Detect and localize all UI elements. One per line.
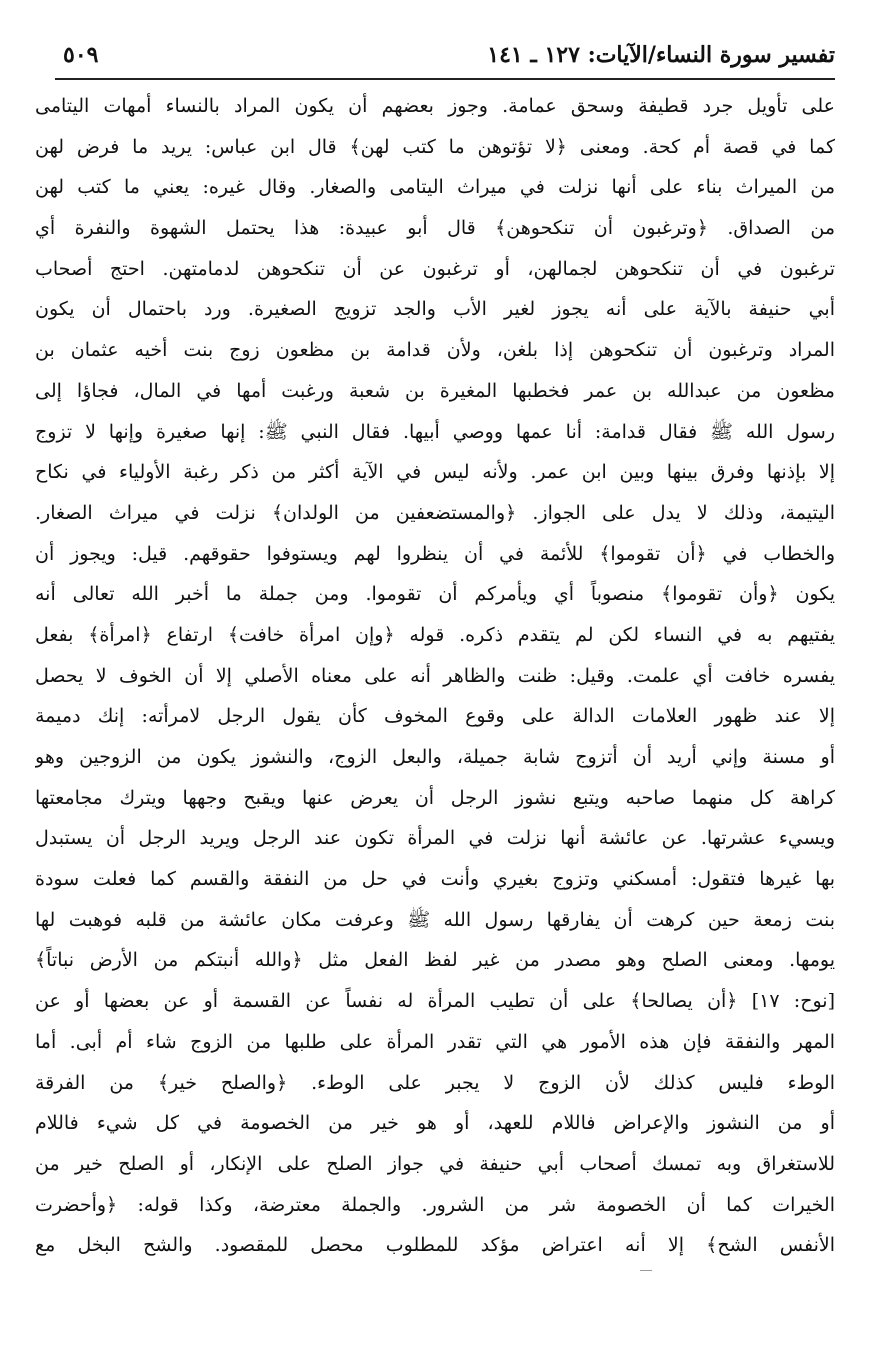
text-line: بها غيرها فتقول: أمسكني وتزوج بغيري وأنت في حل من النفقة والقسم كما فعلت سودة (35, 868, 835, 891)
text-line: رسول الله ﷺ فقال قدامة: أنا عمها ووصي أبيها. فقال النبي ﷺ: إنها صغيرة وإنها لا تزوج (35, 420, 835, 443)
header-rule (55, 78, 835, 80)
text-line: من الصداق. ﴿وترغبون أن تنكحوهن﴾ قال أبو عبيدة: هذا يحتمل الشهوة والنفرة أي (35, 217, 835, 240)
text-line: المهر والنفقة فإن هذه الأمور هي التي تقدر المرأة على طلبها من الزوج شاء أم أبى. أما (35, 1030, 835, 1053)
text-line: الخيرات كما أن الخصومة شر من الشرور. والجملة معترضة، وكذا قوله: ﴿وأحضرت (35, 1193, 835, 1216)
running-title: تفسير سورة النساء/الآيات: ١٢٧ ـ ١٤١ (487, 42, 835, 68)
text-line: كراهة كل منهما صاحبه ويتبع نشوز الرجل أن يعرض عنها ويقبح وجهها ويترك مجامعتها (35, 786, 835, 809)
text-line: الوطء فليس كذلك لأن الزوج لا يجبر على الوطء. ﴿والصلح خير﴾ من الفرقة (35, 1071, 835, 1094)
text-line: المراد وترغبون أن تنكحوهن إذا بلغن، ولأن قدامة بن مظعون زوج بنت أخيه عثمان بن (35, 339, 835, 362)
text-line: للاستغراق وبه تمسك أصحاب أبي حنيفة في جواز الصلح على الإنكار، أو الصلح خير من (35, 1152, 835, 1175)
page-number: ٥٠٩ (63, 42, 99, 68)
text-line: [نوح: ١٧] ﴿أن يصالحا﴾ على أن تطيب المرأة له نفساً عن القسمة أو عن بعضها أو عن (35, 990, 835, 1013)
text-line: أبي حنيفة بالآية على أنه يجوز لغير الأب والجد تزويج الصغيرة. ورد باحتمال أن يكون (35, 298, 835, 321)
text-line: إلا عند ظهور العلامات الدالة على وقوع المخوف كأن يقول الرجل لامرأته: إنك دميمة (35, 705, 835, 728)
text-line: كما في قصة أم كحة. ومعنى ﴿لا تؤتوهن ما كتب لهن﴾ قال ابن عباس: يريد ما فرض لهن (35, 135, 835, 158)
text-line: إلا بإذنها وفرق بينها وبين ابن عمر. ولأنه ليس في الآية أكثر من ذكر رغبة الأولياء في نكاح (35, 461, 835, 484)
scan-mark (640, 1270, 652, 1271)
text-line: يفتيهم به في النساء لكن لم يتقدم ذكره. قوله ﴿وإن امرأة خافت﴾ ارتفاع ﴿امرأة﴾ بفعل (35, 623, 835, 646)
text-line: على تأويل جرد قطيفة وسحق عمامة. وجوز بعضهم أن يكون المراد بالنساء أمهات اليتامى (35, 95, 835, 117)
text-line: يومها. ومعنى الصلح وهو مصدر من غير لفظ الفعل مثل ﴿والله أنبتكم من الأرض نباتاً﴾ (35, 949, 835, 972)
text-line: الأنفس الشح﴾ إلا أنه اعتراض مؤكد للمطلوب محصل للمقصود. والشح البخل مع (35, 1234, 835, 1257)
text-line: اليتيمة، وذلك لا يدل على الجواز. ﴿والمستضعفين من الولدان﴾ نزلت في ميراث الصغار. (35, 501, 835, 524)
text-line: من الميراث بناء على أنها نزلت في ميراث اليتامى والصغار. وقال غيره: يعني ما كتب لهن (35, 176, 835, 199)
text-line: أو مسنة وإني أريد أن أتزوج شابة جميلة، والبعل الزوج، والنشوز يكون من الزوجين وهو (35, 746, 835, 768)
text-line: مظعون من عبدالله بن عمر فخطبها المغيرة بن شعبة ورغبت أمها في المال، فجاؤا إلى (35, 379, 835, 402)
text-line: ترغبون في أن تنكحوهن لجمالهن، أو ترغبون عن أن تنكحوهن لدمامتهن. احتج أصحاب (35, 257, 835, 280)
body-text (35, 86, 835, 1266)
text-line: أو من النشوز والإعراض فاللام للعهد، أو هو خير من الخصومة في كل شيء فاللام (35, 1112, 835, 1135)
text-line: يفسره خافت أي علمت. وقيل: ظنت والظاهر أنه على معناه الأصلي إلا أن الخوف لا يحصل (35, 664, 835, 687)
text-line: والخطاب في ﴿أن تقوموا﴾ للأئمة في أن ينظروا لهم ويستوفوا حقوقهم. قيل: ويجوز أن (35, 542, 835, 565)
text-line: يكون ﴿وأن تقوموا﴾ منصوباً أي ويأمركم أن تقوموا. ومن جملة ما أخبر الله تعالى أنه (35, 583, 835, 606)
text-line: بنت زمعة حين كرهت أن يفارقها رسول الله ﷺ وعرفت مكان عائشة من قلبه فوهبت لها (35, 908, 835, 931)
page-header (55, 42, 835, 76)
text-line: ويسيء عشرتها. عن عائشة أنها نزلت في المرأة تكون عند الرجل ويريد الرجل أن يستبدل (35, 827, 835, 850)
